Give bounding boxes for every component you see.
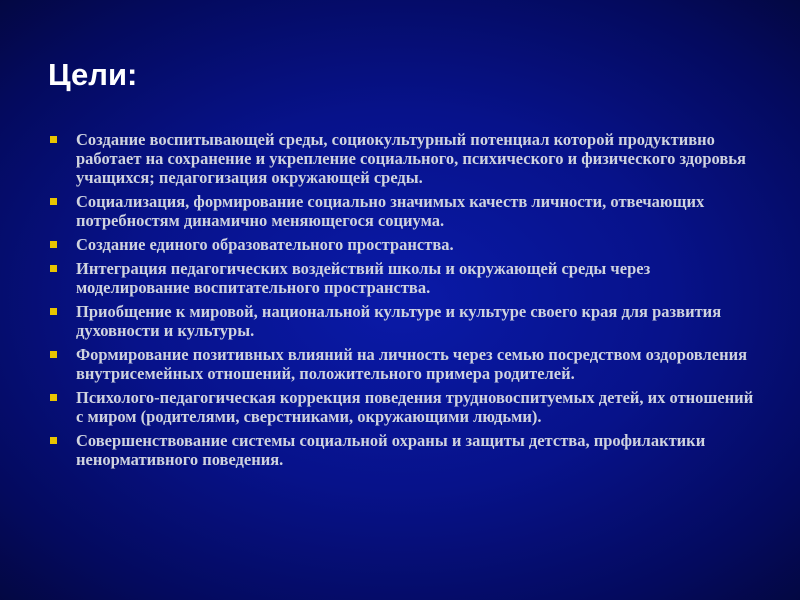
goal-text: Совершенствование системы социальной охраны и защиты детства, профилактики ненормативного поведения. [76,431,706,469]
goal-item [50,302,762,340]
goal-text: Интеграция педагогических воздействий школы и окружающей среды через моделирование воспитательного пространства. [76,259,651,297]
square-bullet-icon [50,241,57,248]
slide-title: Цели: [48,57,138,92]
goal-text: Социализация, формирование социально значимых качеств личности, отвечающих потребностям динамично меняющегося социума. [76,192,705,230]
goal-text: Создание воспитывающей среды, социокультурный потенциал которой продуктивно работает на сохранение и укрепление социального, психического и физического здоровья учащихся; педагогизация окружающей среды. [76,130,746,187]
square-bullet-icon [50,198,57,205]
square-bullet-icon [50,437,57,444]
goal-text: Формирование позитивных влияний на личность через семью посредством оздоровления внутрисемейных отношений, положительного примера родителей. [76,345,748,383]
square-bullet-icon [50,308,57,315]
square-bullet-icon [50,394,57,401]
goal-item [50,388,762,426]
goal-item [50,259,762,297]
square-bullet-icon [50,265,57,272]
goal-text: Психолого-педагогическая коррекция поведения трудновоспитуемых детей, их отношений с миром (родителями, сверстниками, окружающими людьми). [76,388,754,426]
square-bullet-icon [50,136,57,143]
goal-text: Создание единого образовательного пространства. [76,235,454,254]
square-bullet-icon [50,351,57,358]
goal-item [50,345,762,383]
goal-text: Приобщение к мировой, национальной культуре и культуре своего края для развития духовности и культуры. [76,302,722,340]
goal-item [50,130,762,187]
goal-item [50,235,762,254]
goal-item [50,431,762,469]
goals-list [50,130,762,474]
goal-item [50,192,762,230]
